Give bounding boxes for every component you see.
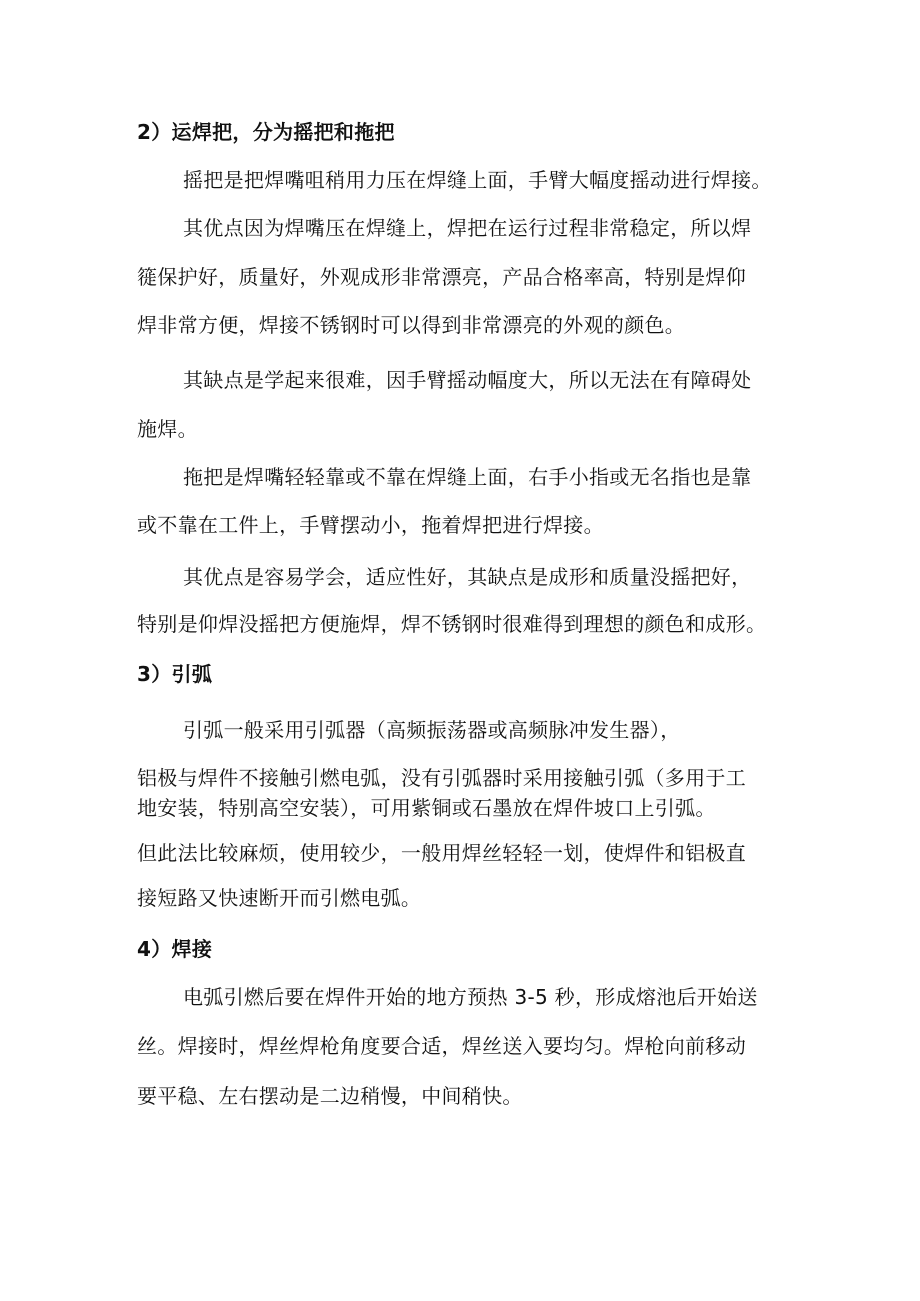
paragraph-line: 拖把是焊嘴轻轻靠或不靠在焊缝上面，右手小指或无名指也是靠 [183, 465, 752, 489]
paragraph-line: 电弧引燃后要在焊件开始的地方预热 3-5 秒，形成熔池后开始送 [183, 985, 758, 1009]
section-heading-4: 4）焊接 [137, 937, 213, 961]
paragraph-line: 其优点因为焊嘴压在焊缝上，焊把在运行过程非常稳定，所以焊 [183, 216, 752, 240]
paragraph-line: 其优点是容易学会，适应性好，其缺点是成形和质量没摇把好， [183, 565, 752, 589]
paragraph-line: 或不靠在工件上，手臂摆动小，拖着焊把进行焊接。 [137, 513, 604, 537]
paragraph-line: 摇把是把焊嘴咀稍用力压在焊缝上面，手臂大幅度摇动进行焊接。 [183, 168, 772, 192]
paragraph-line: 丝。焊接时，焊丝焊枪角度要合适，焊丝送入要均匀。焊枪向前移动 [137, 1034, 746, 1058]
paragraph-line: 铝极与焊件不接触引燃电弧，没有引弧器时采用接触引弧（多用于工 [137, 766, 746, 790]
paragraph-line: 地安装，特别高空安装），可用紫铜或石墨放在焊件坡口上引弧。 [137, 796, 716, 820]
paragraph-line: 其缺点是学起来很难，因手臂摇动幅度大，所以无法在有障碍处 [183, 368, 752, 392]
paragraph-line: 要平稳、左右摆动是二边稍慢，中间稍快。 [137, 1084, 523, 1108]
paragraph-line: 但此法比较麻烦，使用较少，一般用焊丝轻轻一划，使焊件和铝极直 [137, 841, 746, 865]
section-heading-3: 3）引弧 [137, 662, 213, 686]
paragraph-line: 焊非常方便，焊接不锈钢时可以得到非常漂亮的外观的颜色。 [137, 313, 686, 337]
paragraph-line: 接短路又快速断开而引燃电弧。 [137, 886, 422, 910]
paragraph-line: 特别是仰焊没摇把方便施焊，焊不锈钢时很难得到理想的颜色和成形。 [137, 612, 767, 636]
paragraph-line: 施焊。 [137, 417, 198, 441]
section-heading-2: 2）运焊把，分为摇把和拖把 [137, 120, 395, 144]
paragraph-line: 引弧一般采用引弧器（高频振荡器或高频脉冲发生器）， [183, 718, 681, 742]
paragraph-line: 簁保护好，质量好，外观成形非常漂亮，产品合格率高，特别是焊仰 [137, 265, 746, 289]
